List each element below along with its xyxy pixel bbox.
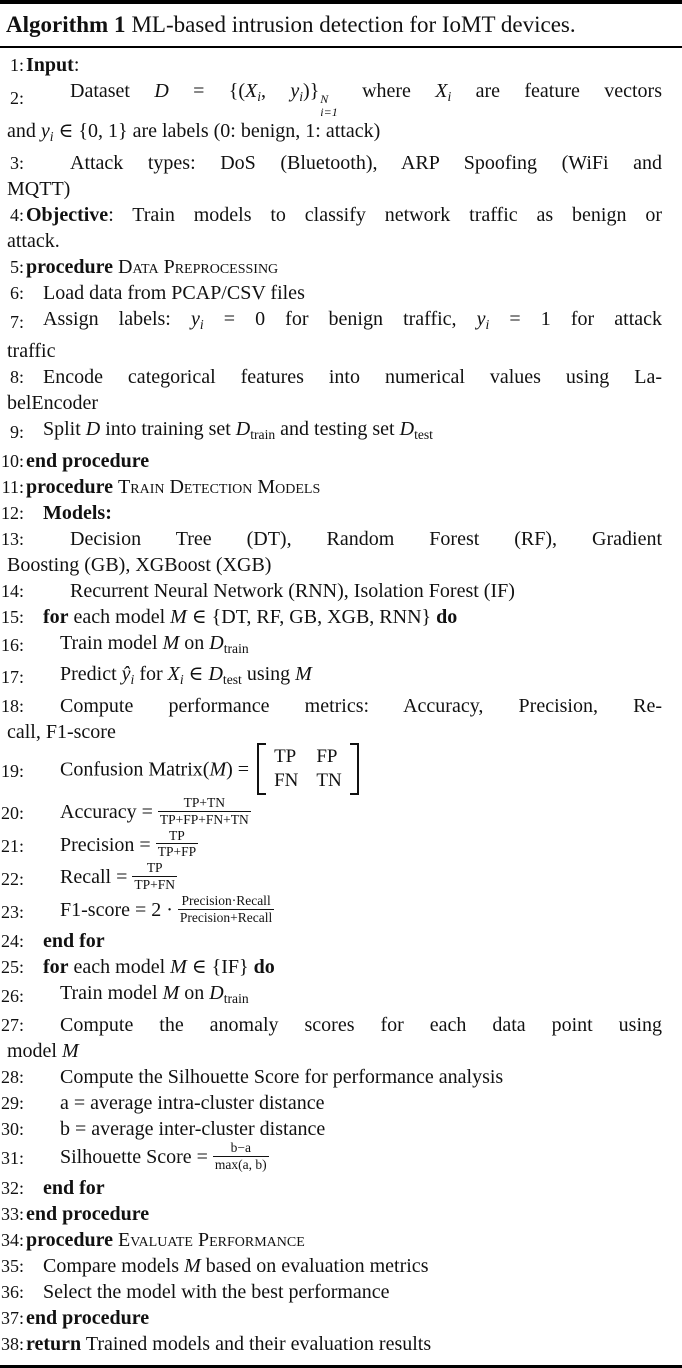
- text-segment: i: [485, 316, 490, 332]
- algorithm-line: [0, 1279, 682, 1305]
- algorithm-line: [0, 176, 682, 202]
- algorithm-line: [0, 1175, 682, 1201]
- line-number: 9:: [9, 421, 24, 442]
- algorithm-line: [0, 448, 682, 474]
- text-segment: Evaluate Performance: [118, 1228, 305, 1251]
- algorithm-line: [0, 78, 682, 118]
- text-segment: M: [295, 663, 312, 686]
- line-number: 17:: [0, 667, 24, 688]
- text-segment: i: [447, 88, 452, 104]
- algorithm-title: [0, 4, 682, 48]
- line-content: [60, 1012, 662, 1038]
- algorithm-line: [0, 1038, 682, 1064]
- line-content: [7, 552, 662, 578]
- line-content: [70, 578, 662, 604]
- text-segment: train: [223, 990, 249, 1006]
- algorithm-line: [0, 118, 682, 150]
- confusion-matrix: [257, 743, 359, 795]
- matrix-cell: TP: [274, 746, 297, 768]
- text-segment: end for: [43, 1176, 105, 1199]
- line-number: 24:: [0, 931, 24, 952]
- text-segment: D: [208, 663, 223, 686]
- algorithm-caption: ML-based intrusion detection for IoMT devices.: [131, 12, 576, 37]
- line-number: 7:: [9, 311, 24, 332]
- line-number: 37:: [0, 1307, 24, 1328]
- text-segment: return: [26, 1332, 82, 1355]
- line-content: [60, 630, 662, 662]
- fraction-denominator: Precision+Recall: [179, 910, 273, 926]
- text-segment: each model: [68, 956, 171, 979]
- fraction: [178, 893, 274, 926]
- text-segment: Data Preprocessing: [118, 255, 279, 278]
- text-segment: M: [62, 1039, 79, 1062]
- algorithm-line: [0, 578, 682, 604]
- text-segment: F1-score = 2 ·: [60, 899, 178, 922]
- algorithm-line: [0, 630, 682, 662]
- algorithm-line: [0, 390, 682, 416]
- line-content: [7, 390, 662, 416]
- text-segment: do: [253, 956, 275, 979]
- line-content: [60, 1090, 662, 1116]
- text-segment: ∈: [183, 663, 209, 686]
- line-content: [7, 719, 662, 745]
- line-content: [7, 118, 662, 150]
- line-content: [43, 604, 662, 630]
- text-segment: ∈ {0, 1} are labels (0: benign, 1: attack): [53, 120, 381, 143]
- line-number: 31:: [0, 1148, 24, 1169]
- algorithm-line: [0, 552, 682, 578]
- text-segment: Precision =: [60, 833, 156, 856]
- algorithm-line: [0, 228, 682, 254]
- algorithm-line: [0, 719, 682, 745]
- text-segment: Boosting (GB), XGBoost (XGB): [7, 553, 272, 576]
- text-segment: Recurrent Neural Network (RNN), Isolation Forest (IF): [70, 579, 515, 602]
- text-segment: traffic: [7, 339, 56, 362]
- line-number: 15:: [0, 606, 24, 627]
- text-segment: Encode categorical features into numerical values using La-: [43, 365, 662, 388]
- algorithm-line: [0, 862, 682, 895]
- line-content: [60, 693, 662, 719]
- line-content: [26, 1227, 662, 1253]
- fraction-denominator: TP+FP: [157, 844, 197, 860]
- line-content: [26, 52, 662, 78]
- line-number: 21:: [0, 835, 24, 856]
- matrix-cells: [266, 743, 350, 795]
- line-number: 2:: [9, 88, 24, 109]
- line-content: [60, 1064, 662, 1090]
- algorithm-line: [0, 928, 682, 954]
- text-segment: Predict: [60, 663, 122, 686]
- line-content: [43, 416, 662, 448]
- algorithm-line: [0, 661, 682, 693]
- text-segment: train: [223, 640, 249, 656]
- text-segment: Input: [26, 54, 74, 76]
- algorithm-line: [0, 1305, 682, 1331]
- text-segment: M: [170, 956, 187, 979]
- text-segment: Attack types: DoS (Bluetooth), ARP Spoofing (WiFi and: [70, 151, 662, 174]
- line-number: 8:: [9, 366, 24, 387]
- line-number: 5:: [9, 256, 24, 277]
- text-segment: a = average intra-cluster distance: [60, 1091, 325, 1114]
- algorithm-body: [0, 48, 682, 1368]
- text-segment: y: [476, 307, 486, 330]
- fraction: [158, 795, 251, 828]
- text-segment: Accuracy =: [60, 800, 158, 823]
- algorithm-line: [0, 1139, 682, 1175]
- text-segment: ∈ {IF}: [186, 956, 254, 979]
- algorithm-line: [0, 827, 682, 863]
- text-segment: Trained models and their evaluation results: [81, 1332, 432, 1355]
- text-segment: X: [167, 663, 180, 686]
- line-content: [60, 1116, 662, 1142]
- text-segment: D: [209, 982, 224, 1005]
- algorithm-line: [0, 202, 682, 228]
- text-segment: ) =: [226, 758, 255, 781]
- line-number: 11:: [1, 476, 24, 497]
- text-segment: end procedure: [26, 1306, 150, 1329]
- fraction: [213, 1140, 269, 1173]
- line-number: 16:: [0, 635, 24, 656]
- text-segment: Split: [43, 417, 86, 440]
- fraction-numerator: Precision·Recall: [181, 893, 271, 909]
- line-content: [26, 448, 662, 474]
- line-content: [43, 306, 662, 338]
- text-segment: belEncoder: [7, 391, 99, 414]
- line-number: 26:: [0, 985, 24, 1006]
- algorithm-line: [0, 526, 682, 552]
- subscript: i=1: [320, 104, 338, 119]
- text-segment: i: [49, 128, 54, 144]
- text-segment: = 1 for attack: [489, 307, 663, 330]
- text-segment: procedure: [26, 1228, 119, 1251]
- line-number: 36:: [0, 1281, 24, 1302]
- text-segment: attack.: [7, 229, 60, 252]
- algorithm-line: [0, 306, 682, 338]
- algorithm-line: [0, 338, 682, 364]
- line-content: [43, 280, 662, 306]
- text-segment: ∈ {DT, RF, GB, XGB, RNN}: [186, 605, 437, 628]
- algorithm-line: [0, 474, 682, 500]
- line-content: [43, 364, 662, 390]
- text-segment: for: [134, 663, 168, 686]
- algorithm-line: [0, 1227, 682, 1253]
- text-segment: = 0 for benign traffic,: [203, 307, 477, 330]
- text-segment: Select the model with the best performance: [43, 1280, 390, 1303]
- fraction-numerator: TP+TN: [183, 794, 226, 810]
- line-content: [60, 745, 662, 797]
- line-number: 13:: [0, 528, 24, 549]
- line-number: 27:: [0, 1014, 24, 1035]
- text-segment: Confusion Matrix(: [60, 758, 210, 781]
- matrix-cell: TN: [316, 769, 342, 791]
- line-content: [60, 827, 662, 863]
- text-segment: end for: [43, 930, 105, 953]
- algorithm-line: [0, 52, 682, 78]
- text-segment: M: [170, 605, 187, 628]
- line-content: [60, 895, 662, 928]
- text-segment: and testing set: [275, 417, 400, 440]
- line-number: 19:: [0, 760, 24, 781]
- line-number: 25:: [0, 957, 24, 978]
- text-segment: into training set: [100, 417, 236, 440]
- algorithm-line: [0, 254, 682, 280]
- text-segment: Objective: [26, 203, 109, 226]
- algorithm-line: [0, 745, 682, 797]
- line-number: 34:: [0, 1229, 24, 1250]
- line-content: [43, 954, 662, 980]
- text-segment: i: [179, 672, 184, 688]
- text-segment: X: [245, 80, 258, 102]
- text-segment: model: [7, 1039, 62, 1062]
- line-content: [26, 202, 662, 228]
- line-number: 33:: [0, 1203, 24, 1224]
- fraction: [132, 860, 177, 893]
- algorithm-line: [0, 500, 682, 526]
- text-segment: for: [43, 956, 69, 979]
- text-segment: )}: [303, 80, 320, 102]
- line-number: 38:: [0, 1333, 24, 1354]
- text-segment: Train model: [60, 631, 163, 654]
- text-segment: where: [337, 80, 436, 102]
- text-segment: Recall =: [60, 866, 133, 889]
- text-segment: X: [435, 80, 448, 102]
- fraction-denominator: TP+FP+FN+TN: [159, 811, 249, 827]
- text-segment: based on evaluation metrics: [200, 1254, 429, 1277]
- text-segment: M: [184, 1254, 201, 1277]
- text-segment: i: [257, 88, 262, 104]
- line-number: 28:: [0, 1066, 24, 1087]
- text-segment: Models:: [43, 501, 112, 524]
- text-segment: Compare models: [43, 1254, 185, 1277]
- line-number: 30:: [0, 1118, 24, 1139]
- line-content: [26, 1331, 662, 1357]
- text-segment: i: [199, 316, 204, 332]
- text-segment: M: [209, 758, 227, 781]
- algorithm-line: [0, 416, 682, 448]
- text-segment: i: [299, 88, 304, 104]
- algorithm-line: [0, 1090, 682, 1116]
- algorithm-line: [0, 1116, 682, 1142]
- text-segment: y: [290, 80, 300, 102]
- fraction-denominator: TP+FN: [134, 877, 176, 893]
- text-segment: :: [73, 54, 80, 76]
- text-segment: M: [162, 982, 180, 1005]
- matrix-cell: FP: [316, 746, 338, 768]
- text-segment: ŷ: [121, 663, 131, 686]
- fraction: [156, 828, 198, 861]
- text-segment: each model: [68, 605, 171, 628]
- line-content: [26, 254, 662, 280]
- text-segment: Assign labels:: [43, 307, 191, 330]
- text-segment: D: [154, 80, 169, 102]
- text-segment: Load data from PCAP/CSV files: [43, 281, 305, 304]
- text-segment: D: [235, 417, 251, 440]
- algorithm-line: [0, 150, 682, 176]
- line-number: 20:: [0, 803, 24, 824]
- text-segment: call, F1-score: [7, 721, 116, 744]
- line-content: [60, 661, 662, 693]
- line-number: 1:: [9, 55, 24, 75]
- text-segment: MQTT): [7, 177, 71, 200]
- algorithm-line: [0, 954, 682, 980]
- text-segment: on: [179, 631, 210, 654]
- text-segment: ,: [261, 80, 291, 102]
- algorithm-line: [0, 1012, 682, 1038]
- fraction-numerator: TP: [169, 827, 185, 843]
- algorithm-line: [0, 895, 682, 928]
- algorithm-line: [0, 364, 682, 390]
- text-segment: b = average inter-cluster distance: [60, 1117, 326, 1140]
- text-segment: D: [209, 631, 224, 654]
- line-content: [7, 228, 662, 254]
- line-content: [70, 526, 662, 552]
- algorithm-line: [0, 604, 682, 630]
- text-segment: D: [399, 417, 415, 440]
- text-segment: Decision Tree (DT), Random Forest (RF), Gradient: [70, 527, 662, 550]
- text-segment: Train model: [60, 982, 163, 1005]
- line-content: [7, 1038, 662, 1064]
- line-number: 10:: [0, 450, 24, 471]
- algorithm-line: [0, 794, 682, 830]
- algorithm-line: [0, 693, 682, 719]
- line-content: [60, 794, 662, 830]
- text-segment: end procedure: [26, 449, 150, 472]
- line-number: 18:: [0, 696, 24, 717]
- algorithm-line: [0, 1331, 682, 1357]
- text-segment: for: [43, 605, 69, 628]
- text-segment: M: [162, 631, 180, 654]
- line-number: 4:: [9, 204, 24, 225]
- line-number: 6:: [9, 282, 24, 303]
- line-content: [26, 1305, 662, 1331]
- line-content: [43, 1279, 662, 1305]
- line-number: 23:: [0, 901, 24, 922]
- fraction-numerator: b−a: [230, 1139, 251, 1155]
- line-number: 22:: [0, 868, 24, 889]
- left-bracket: [257, 743, 266, 795]
- text-segment: D: [85, 417, 101, 440]
- text-segment: Compute the Silhouette Score for performance analysis: [60, 1065, 504, 1088]
- text-segment: = {(: [168, 80, 246, 102]
- line-number: 29:: [0, 1092, 24, 1113]
- line-content: [60, 862, 662, 895]
- text-segment: do: [436, 605, 458, 628]
- algorithm-line: [0, 1253, 682, 1279]
- line-content: [43, 500, 662, 526]
- line-content: [43, 1253, 662, 1279]
- superscript: N: [320, 92, 329, 106]
- text-segment: train: [250, 426, 276, 442]
- line-content: [43, 928, 662, 954]
- text-segment: test: [222, 672, 242, 688]
- text-segment: : Train models to classify network traffic as benign or: [108, 203, 662, 226]
- text-segment: test: [414, 426, 433, 442]
- line-content: [70, 150, 662, 176]
- fraction-denominator: max(a, b): [214, 1156, 267, 1172]
- algorithm-line: [0, 1201, 682, 1227]
- text-segment: y: [40, 120, 50, 143]
- line-content: [7, 176, 662, 202]
- text-segment: Dataset: [70, 80, 155, 102]
- line-content: [26, 1201, 662, 1227]
- line-number: 3:: [9, 152, 24, 173]
- text-segment: i: [130, 672, 135, 688]
- text-segment: are feature vectors: [451, 80, 662, 102]
- right-bracket: [350, 743, 359, 795]
- line-content: [70, 78, 662, 118]
- fraction-numerator: TP: [146, 860, 163, 876]
- text-segment: procedure: [26, 475, 119, 498]
- line-content: [7, 338, 662, 364]
- line-number: 12:: [0, 502, 24, 523]
- matrix-cell: FN: [274, 769, 299, 791]
- text-segment: y: [190, 307, 200, 330]
- text-segment: end procedure: [26, 1202, 150, 1225]
- text-segment: using: [241, 663, 296, 686]
- superscript-subscript: [320, 93, 337, 118]
- algorithm-line: [0, 1064, 682, 1090]
- text-segment: Compute performance metrics: Accuracy, Precision, Re-: [60, 695, 662, 718]
- algorithm-line: [0, 280, 682, 306]
- text-segment: procedure: [26, 255, 119, 278]
- text-segment: on: [179, 982, 210, 1005]
- text-segment: and: [7, 120, 41, 143]
- text-segment: Compute the anomaly scores for each data point using: [60, 1013, 662, 1036]
- line-number: 14:: [0, 580, 24, 601]
- line-content: [60, 1139, 662, 1175]
- text-segment: Silhouette Score =: [60, 1145, 213, 1168]
- line-content: [43, 1175, 662, 1201]
- line-number: 35:: [0, 1255, 24, 1276]
- line-number: 32:: [0, 1177, 24, 1198]
- algorithm-label: Algorithm 1: [6, 12, 126, 37]
- line-content: [60, 980, 662, 1012]
- line-content: [26, 474, 662, 500]
- text-segment: Train Detection Models: [118, 475, 321, 498]
- algorithm-line: [0, 980, 682, 1012]
